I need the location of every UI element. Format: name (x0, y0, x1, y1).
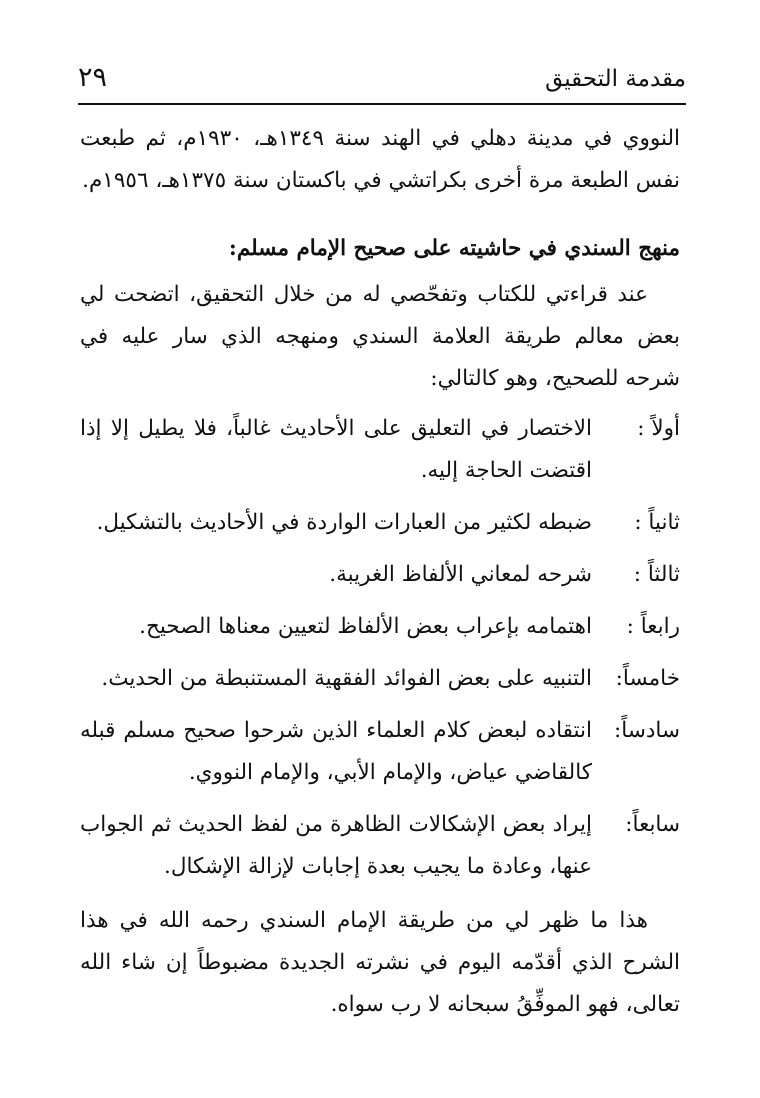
header-rule (78, 103, 686, 105)
item-label: رابعاً : (626, 614, 680, 639)
list-item (80, 408, 680, 492)
item-text: التنبيه على بعض الفوائد الفقهية المستنبطة من الحديث. (101, 666, 592, 691)
item-text: إيراد بعض الإشكالات الظاهرة من لفظ الحديث ثم الجواب عنها، وعادة ما يجيب بعدة إجابات لإزالة الإشكال. (80, 812, 592, 879)
closing-paragraph: هذا ما ظهر لي من طريقة الإمام السندي رحمه الله في هذا الشرح الذي أقدّمه اليوم في نشرته الجديدة مضبوطاً إن شاء الله تعالى، فهو الموفِّقُ سبحانه لا رب سواه. (80, 908, 680, 1017)
item-label: ثانياً : (634, 510, 680, 535)
list-item (80, 710, 680, 794)
item-label: سابعاً: (625, 812, 680, 837)
item-text: اهتمامه بإعراب بعض الألفاظ لتعيين معناها الصحيح. (139, 614, 592, 639)
section-heading: منهج السندي في حاشيته على صحيح الإمام مسلم: (228, 236, 680, 261)
item-text: شرحه لمعاني الألفاظ الغريبة. (329, 562, 592, 587)
list-item (80, 658, 680, 700)
list-item (80, 804, 680, 888)
method-list (80, 408, 680, 888)
item-text: ضبطه لكثير من العبارات الواردة في الأحاديث بالتشكيل. (96, 510, 592, 535)
item-label: أولاً : (637, 416, 680, 441)
page-body (80, 118, 680, 1026)
item-label: ثالثاً : (633, 562, 680, 587)
page-number: ٢٩ (78, 62, 108, 93)
item-text: الاختصار في التعليق على الأحاديث غالباً، فلا يطيل إلا إذا اقتضت الحاجة إليه. (80, 416, 592, 483)
list-item (80, 502, 680, 544)
item-label: خامساً: (615, 666, 680, 691)
intro-paragraph: النووي في مدينة دهلي في الهند سنة ١٣٤٩هـ، ١٩٣٠م، ثم طبعت نفس الطبعة مرة أخرى بكراتشي في باكستان سنة ١٣٧٥هـ، ١٩٥٦م. (80, 126, 680, 193)
page-header (78, 62, 686, 102)
item-text: انتقاده لبعض كلام العلماء الذين شرحوا صحيح مسلم قبله كالقاضي عياض، والإمام الأبي، والإمام النووي. (80, 718, 592, 785)
lead-paragraph: عند قراءتي للكتاب وتفحّصي له من خلال التحقيق، اتضحت لي بعض معالم طريقة العلامة السندي ومنهجه الذي سار عليه في شرحه للصحيح، وهو كالتالي: (80, 282, 680, 391)
list-item (80, 554, 680, 596)
running-title: مقدمة التحقيق (545, 66, 686, 92)
list-item (80, 606, 680, 648)
item-label: سادساً: (614, 718, 680, 743)
